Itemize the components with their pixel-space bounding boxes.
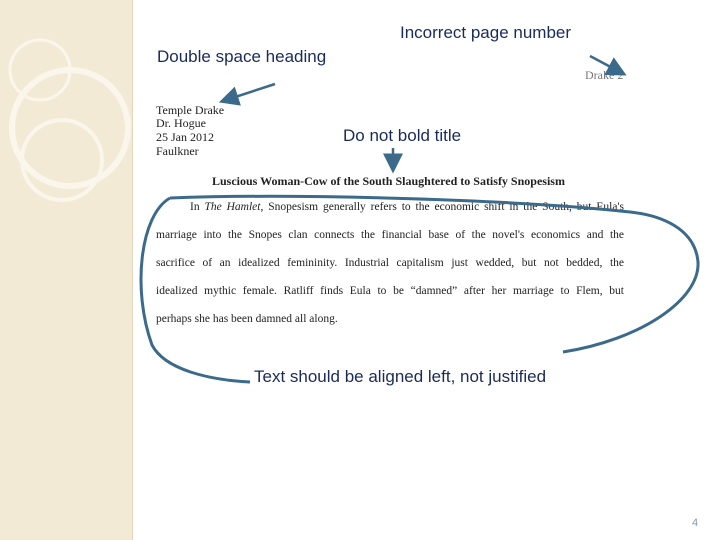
annotation-incorrect-page-number: Incorrect page number bbox=[400, 23, 572, 42]
header-line-name: Temple Drake bbox=[156, 103, 225, 117]
arrow-page-number bbox=[590, 56, 620, 72]
loop-right-arc bbox=[170, 196, 698, 352]
slide-number: 4 bbox=[692, 517, 699, 529]
arrow-double-space bbox=[226, 84, 275, 100]
paragraph-line: marriage into the Snopes clan connects the financial base of the novel's economics and the bbox=[156, 229, 624, 241]
paragraph-line: In The Hamlet, Snopesism generally refers to the economic shift in the South, but Eula's bbox=[190, 201, 624, 213]
paragraph-line: idealized mythic female. Ratliff finds Eula to be “damned” after her marriage to Flem, but bbox=[156, 285, 624, 297]
annotation-double-space-heading: Double space heading bbox=[157, 47, 327, 66]
paragraph-line: sacrifice of an idealized femininity. Industrial capitalism just wedded, but not bedded, the bbox=[156, 257, 624, 269]
annotation-do-not-bold-title: Do not bold title bbox=[343, 126, 462, 145]
document-page-header: Drake 2 bbox=[585, 68, 624, 82]
header-line-course: Faulkner bbox=[156, 144, 199, 158]
paragraph-line: perhaps she has been damned all along. bbox=[156, 313, 338, 325]
annotation-align-left: Text should be aligned left, not justified bbox=[254, 367, 547, 386]
document-title: Luscious Woman-Cow of the South Slaughtered to Satisfy Snopesism bbox=[212, 174, 565, 188]
loop-left-arc bbox=[141, 198, 250, 382]
header-line-date: 25 Jan 2012 bbox=[156, 130, 214, 144]
header-line-instructor: Dr. Hogue bbox=[156, 116, 206, 130]
